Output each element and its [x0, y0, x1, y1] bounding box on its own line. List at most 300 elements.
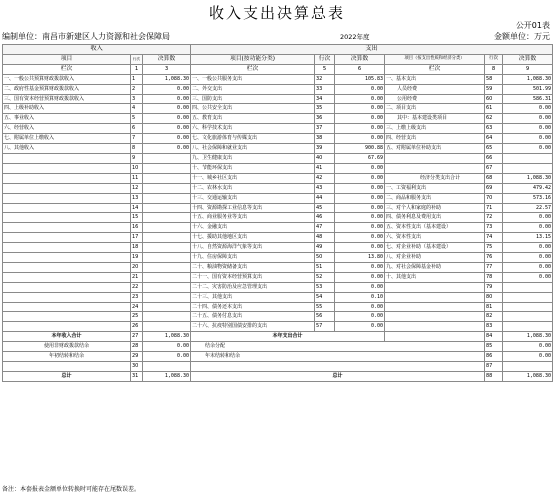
- income-amount: [143, 302, 191, 312]
- income-item: [3, 213, 131, 223]
- expense-func-item: 十八、自然资源海洋气象等支出: [191, 243, 315, 253]
- income-line: 19: [131, 253, 143, 263]
- col-header-econ-item: 项目（按支出性质和经济分类）: [385, 54, 485, 64]
- expense-func-amount: 0.00: [335, 282, 385, 292]
- expense-econ-item: 十、其他支出: [385, 272, 485, 282]
- expense-econ-line: 63: [485, 124, 503, 134]
- money-unit: 金额单位：万元: [494, 32, 550, 41]
- income-amount: [143, 292, 191, 302]
- table-row: [3, 312, 553, 322]
- expense-econ-amount: 0.00: [503, 114, 553, 124]
- expense-econ-line: 75: [485, 243, 503, 253]
- income-amount: 1,088.30: [143, 74, 191, 84]
- colno-label: 栏次: [385, 64, 485, 74]
- expense-econ-line: 79: [485, 282, 503, 292]
- income-item: [3, 292, 131, 302]
- expense-econ-line: 82: [485, 312, 503, 322]
- report-meta: [2, 31, 552, 42]
- expense-econ-amount: 0.00: [503, 253, 553, 263]
- expense-func-line: 40: [315, 153, 335, 163]
- expense-econ-item: 六、资本性支出: [385, 233, 485, 243]
- expense-econ-amount: 1,088.30: [503, 74, 553, 84]
- expense-econ-item: 其中：基本建设类项目: [385, 114, 485, 124]
- expense-econ-item: 经济分类支出合计: [385, 173, 485, 183]
- report-title: 收入支出决算总表: [208, 4, 345, 22]
- income-item: 七、附属单位上缴收入: [3, 134, 131, 144]
- expense-func-item: 二十一、国有资本经营预算支出: [191, 272, 315, 282]
- expense-econ-item: [385, 292, 485, 302]
- table-row: [3, 173, 553, 183]
- nonfin-label: 使用非财政拨款结余: [3, 342, 131, 352]
- nonfin-row: [3, 342, 553, 352]
- expense-func-item: 二、外交支出: [191, 84, 315, 94]
- expense-func-line: 46: [315, 213, 335, 223]
- income-amount: [143, 233, 191, 243]
- expense-func-line: 35: [315, 104, 335, 114]
- table-row: [3, 134, 553, 144]
- income-amount: [143, 213, 191, 223]
- expense-econ-item: 五、对附属单位补助支出: [385, 144, 485, 154]
- expense-econ-line: 76: [485, 253, 503, 263]
- expense-econ-item: 七、对企业补助（基本建设）: [385, 243, 485, 253]
- expense-econ-item: [385, 302, 485, 312]
- income-line: 14: [131, 203, 143, 213]
- colno-label: 栏次: [191, 64, 315, 74]
- expense-econ-amount: [503, 302, 553, 312]
- expense-func-item: 二十三、其他支出: [191, 292, 315, 302]
- income-total-line: 27: [131, 332, 143, 342]
- income-line: 17: [131, 233, 143, 243]
- table-row: [3, 223, 553, 233]
- grand-amount-right: 1,088.30: [503, 371, 553, 381]
- income-amount: [143, 243, 191, 253]
- expense-econ-line: 59: [485, 84, 503, 94]
- col-header-amount: 决算数: [503, 54, 553, 64]
- form-number: 公开01表: [515, 21, 550, 30]
- expense-econ-amount: [503, 312, 553, 322]
- expense-econ-item: [385, 282, 485, 292]
- colno-1: 1: [131, 64, 143, 74]
- expense-econ-line: 58: [485, 74, 503, 84]
- expense-econ-amount: [503, 322, 553, 332]
- table-row: [3, 153, 553, 163]
- expense-econ-amount: 0.00: [503, 124, 553, 134]
- income-line: 2: [131, 84, 143, 94]
- summary-table: [2, 44, 553, 382]
- expense-func-item: 二十二、灾害防治及应急管理支出: [191, 282, 315, 292]
- expense-econ-line: 78: [485, 272, 503, 282]
- expense-econ-line: 64: [485, 134, 503, 144]
- expense-func-item: 六、科学技术支出: [191, 124, 315, 134]
- expense-econ-amount: 0.00: [503, 213, 553, 223]
- income-item: [3, 223, 131, 233]
- nonfin-amount: 0.00: [143, 342, 191, 352]
- expense-econ-item: 三、对个人和家庭的补助: [385, 203, 485, 213]
- expense-func-item: 九、卫生健康支出: [191, 153, 315, 163]
- expense-func-amount: 0.00: [335, 173, 385, 183]
- begin-label: 年初结转和结余: [3, 352, 131, 362]
- expense-econ-item: 公用经费: [385, 94, 485, 104]
- income-item: [3, 322, 131, 332]
- expense-econ-line: 77: [485, 262, 503, 272]
- table-row: [3, 262, 553, 272]
- expense-econ-line: 70: [485, 193, 503, 203]
- income-amount: [143, 183, 191, 193]
- expense-func-amount: 105.83: [335, 74, 385, 84]
- income-amount: 0.00: [143, 104, 191, 114]
- expense-econ-amount: 0.00: [503, 104, 553, 114]
- expense-func-amount: 0.00: [335, 203, 385, 213]
- expense-section: 支出: [191, 45, 553, 55]
- expense-func-line: 45: [315, 203, 335, 213]
- table-row: [3, 213, 553, 223]
- expense-func-amount: 0.00: [335, 134, 385, 144]
- income-line: 18: [131, 243, 143, 253]
- income-item: 二、政府性基金预算财政拨款收入: [3, 84, 131, 94]
- expense-econ-amount: 0.00: [503, 144, 553, 154]
- expense-func-amount: 0.00: [335, 302, 385, 312]
- expense-econ-line: 73: [485, 223, 503, 233]
- expense-econ-item: 八、对企业补助: [385, 253, 485, 263]
- expense-econ-item: 一、基本支出: [385, 74, 485, 84]
- footnote: 备注：本套报表金额单位转换时可能存在尾数误差。: [2, 486, 141, 493]
- expense-func-line: 37: [315, 124, 335, 134]
- income-line: 7: [131, 134, 143, 144]
- expense-econ-item: 二、项目支出: [385, 104, 485, 114]
- expense-func-line: 36: [315, 114, 335, 124]
- colno-9: 9: [503, 64, 553, 74]
- end-line: 86: [485, 352, 503, 362]
- colno-5: 5: [315, 64, 335, 74]
- income-total-row: [3, 332, 553, 342]
- expense-func-amount: 0.00: [335, 84, 385, 94]
- expense-func-item: 三、国防支出: [191, 94, 315, 104]
- expense-econ-amount: 1,088.30: [503, 173, 553, 183]
- expense-func-amount: 0.00: [335, 233, 385, 243]
- expense-econ-amount: 479.42: [503, 183, 553, 193]
- expense-func-line: 57: [315, 322, 335, 332]
- alloc-amount: 0.00: [503, 342, 553, 352]
- expense-func-amount: 0.00: [335, 163, 385, 173]
- end-amount: 0.00: [503, 352, 553, 362]
- expense-econ-line: 83: [485, 322, 503, 332]
- expense-econ-amount: 22.57: [503, 203, 553, 213]
- col-header-amount: 决算数: [143, 54, 191, 64]
- income-line: 1: [131, 74, 143, 84]
- expense-econ-amount: 501.99: [503, 84, 553, 94]
- expense-func-line: 56: [315, 312, 335, 322]
- income-line: 21: [131, 272, 143, 282]
- expense-func-line: 55: [315, 302, 335, 312]
- expense-func-amount: 0.00: [335, 94, 385, 104]
- income-item: [3, 233, 131, 243]
- expense-econ-item: 一、工资福利支出: [385, 183, 485, 193]
- table-row: [3, 243, 553, 253]
- expense-econ-line: 69: [485, 183, 503, 193]
- expense-func-line: 51: [315, 262, 335, 272]
- expense-func-line: 47: [315, 223, 335, 233]
- expense-econ-item: [385, 312, 485, 322]
- expense-func-amount: 0.00: [335, 322, 385, 332]
- expense-func-line: 32: [315, 74, 335, 84]
- expense-func-item: 十三、交通运输支出: [191, 193, 315, 203]
- expense-func-line: 43: [315, 183, 335, 193]
- income-amount: 0.00: [143, 144, 191, 154]
- table-row: [3, 203, 553, 213]
- income-line: 20: [131, 262, 143, 272]
- expense-econ-line: 67: [485, 163, 503, 173]
- alloc-label: 结余分配: [191, 342, 485, 352]
- expense-func-item: 十一、城乡社区支出: [191, 173, 315, 183]
- blank-row: [3, 362, 553, 372]
- expense-econ-item: 二、商品和服务支出: [385, 193, 485, 203]
- col-header-func-item: 项目(按功能分类): [191, 54, 315, 64]
- colno-label: 栏次: [3, 64, 131, 74]
- expense-total-line: 84: [485, 332, 503, 342]
- table-row: [3, 193, 553, 203]
- expense-func-item: 二十、粮油物资储备支出: [191, 262, 315, 272]
- expense-func-amount: 0.00: [335, 183, 385, 193]
- expense-econ-item: [385, 163, 485, 173]
- expense-func-line: 49: [315, 243, 335, 253]
- colno-8: 8: [485, 64, 503, 74]
- expense-func-item: 二十五、债务付息支出: [191, 312, 315, 322]
- expense-func-amount: 0.00: [335, 193, 385, 203]
- income-amount: [143, 223, 191, 233]
- income-total-amount: 1,088.30: [143, 332, 191, 342]
- income-item: 五、事业收入: [3, 114, 131, 124]
- expense-func-line: 50: [315, 253, 335, 263]
- table-row: [3, 272, 553, 282]
- col-header-amount: 决算数: [335, 54, 385, 64]
- expense-func-line: 41: [315, 163, 335, 173]
- expense-func-item: 八、社会保障和就业支出: [191, 144, 315, 154]
- table-row: [3, 84, 553, 94]
- income-amount: 0.00: [143, 134, 191, 144]
- table-row: [3, 124, 553, 134]
- expense-func-line: 52: [315, 272, 335, 282]
- expense-econ-item: [385, 322, 485, 332]
- expense-func-item: 十五、商业服务业等支出: [191, 213, 315, 223]
- expense-econ-amount: 0.00: [503, 262, 553, 272]
- income-item: 三、国有资本经营预算财政拨款收入: [3, 94, 131, 104]
- expense-econ-line: 65: [485, 144, 503, 154]
- income-line: 11: [131, 173, 143, 183]
- expense-func-item: 二十四、债务还本支出: [191, 302, 315, 312]
- income-item: [3, 203, 131, 213]
- expense-econ-item: 四、债务利息及费用支出: [385, 213, 485, 223]
- income-line: 23: [131, 292, 143, 302]
- table-row: [3, 94, 553, 104]
- expense-func-item: 十六、金融支出: [191, 223, 315, 233]
- table-row: [3, 253, 553, 263]
- expense-func-line: 44: [315, 193, 335, 203]
- income-item: [3, 282, 131, 292]
- expense-econ-line: 72: [485, 213, 503, 223]
- expense-econ-item: 人员经费: [385, 84, 485, 94]
- expense-func-line: 38: [315, 134, 335, 144]
- income-amount: [143, 163, 191, 173]
- expense-func-line: 54: [315, 292, 335, 302]
- expense-func-amount: 0.10: [335, 292, 385, 302]
- income-line: 8: [131, 144, 143, 154]
- header-row: [3, 54, 553, 64]
- income-amount: [143, 203, 191, 213]
- blank-line-left: 30: [131, 362, 143, 372]
- section-row: [3, 45, 553, 55]
- begin-balance-row: [3, 352, 553, 362]
- expense-func-amount: 0.00: [335, 104, 385, 114]
- expense-func-line: 53: [315, 282, 335, 292]
- expense-econ-line: 71: [485, 203, 503, 213]
- grand-line-left: 31: [131, 371, 143, 381]
- income-item: [3, 272, 131, 282]
- income-amount: 0.00: [143, 124, 191, 134]
- expense-func-item: 十四、资源勘探工业信息等支出: [191, 203, 315, 213]
- col-header-line: 行次: [315, 54, 335, 64]
- income-amount: [143, 193, 191, 203]
- expense-econ-amount: [503, 282, 553, 292]
- grand-total-label-right: 总计: [191, 371, 485, 381]
- income-item: 六、经营收入: [3, 124, 131, 134]
- expense-econ-item: 三、上缴上级支出: [385, 124, 485, 134]
- expense-func-item: 十、节能环保支出: [191, 163, 315, 173]
- income-item: [3, 193, 131, 203]
- table-body: [3, 74, 553, 332]
- expense-econ-amount: 0.00: [503, 134, 553, 144]
- income-amount: [143, 312, 191, 322]
- income-line: 26: [131, 322, 143, 332]
- income-amount: [143, 272, 191, 282]
- income-item: [3, 153, 131, 163]
- grand-amount-left: 1,088.30: [143, 371, 191, 381]
- expense-func-amount: 0.00: [335, 312, 385, 322]
- income-item: 一、一般公共预算财政拨款收入: [3, 74, 131, 84]
- income-item: [3, 243, 131, 253]
- expense-econ-line: 80: [485, 292, 503, 302]
- income-amount: [143, 153, 191, 163]
- expense-econ-line: 74: [485, 233, 503, 243]
- expense-func-amount: 0.00: [335, 223, 385, 233]
- income-item: 八、其他收入: [3, 144, 131, 154]
- expense-econ-amount: 586.31: [503, 94, 553, 104]
- expense-func-amount: 0.00: [335, 262, 385, 272]
- expense-func-line: 33: [315, 84, 335, 94]
- income-line: 9: [131, 153, 143, 163]
- expense-func-line: 42: [315, 173, 335, 183]
- expense-func-amount: 0.00: [335, 114, 385, 124]
- col-header-line: 行次: [485, 54, 503, 64]
- alloc-line: 85: [485, 342, 503, 352]
- col-header-line: 行次: [131, 54, 143, 64]
- income-amount: 0.00: [143, 114, 191, 124]
- expense-econ-line: 61: [485, 104, 503, 114]
- expense-func-amount: 67.69: [335, 153, 385, 163]
- expense-func-amount: 13.80: [335, 253, 385, 263]
- table-row: [3, 74, 553, 84]
- table-row: [3, 163, 553, 173]
- income-line: 4: [131, 104, 143, 114]
- income-item: [3, 302, 131, 312]
- grand-line-right: 88: [485, 371, 503, 381]
- table-row: [3, 183, 553, 193]
- expense-total-amount: 1,088.30: [503, 332, 553, 342]
- income-item: [3, 312, 131, 322]
- expense-econ-amount: 573.16: [503, 193, 553, 203]
- expense-func-item: 十七、援助其他地区支出: [191, 233, 315, 243]
- expense-econ-item: 五、资本性支出（基本建设）: [385, 223, 485, 233]
- expense-econ-amount: [503, 153, 553, 163]
- expense-econ-amount: 0.00: [503, 243, 553, 253]
- income-line: 3: [131, 94, 143, 104]
- org-name: 编制单位：南昌市新建区人力资源和社会保障局: [2, 32, 170, 41]
- income-item: [3, 262, 131, 272]
- begin-line: 29: [131, 352, 143, 362]
- table-row: [3, 302, 553, 312]
- expense-econ-line: 81: [485, 302, 503, 312]
- expense-func-item: 五、教育支出: [191, 114, 315, 124]
- expense-func-item: 十九、住房保障支出: [191, 253, 315, 263]
- expense-econ-amount: [503, 292, 553, 302]
- end-label: 年末结转和结余: [191, 352, 485, 362]
- expense-econ-line: 60: [485, 94, 503, 104]
- income-section: 收入: [3, 45, 191, 55]
- table-row: [3, 233, 553, 243]
- expense-func-item: 二十六、抗疫特别国债安排的支出: [191, 322, 315, 332]
- income-amount: 0.00: [143, 94, 191, 104]
- income-item: [3, 173, 131, 183]
- expense-econ-amount: 0.00: [503, 272, 553, 282]
- table-row: [3, 144, 553, 154]
- expense-func-item: 七、文化旅游体育与传媒支出: [191, 134, 315, 144]
- grand-total-row: [3, 371, 553, 381]
- expense-func-item: 十二、农林水支出: [191, 183, 315, 193]
- expense-econ-item: 四、经营支出: [385, 134, 485, 144]
- table-row: [3, 104, 553, 114]
- expense-econ-amount: 13.15: [503, 233, 553, 243]
- income-total-label: 本年收入合计: [3, 332, 131, 342]
- income-line: 25: [131, 312, 143, 322]
- col-header-item: 项目: [3, 54, 131, 64]
- table-row: [3, 292, 553, 302]
- nonfin-line: 28: [131, 342, 143, 352]
- expense-total-label: 本年支出合计: [191, 332, 385, 342]
- income-amount: [143, 253, 191, 263]
- expense-func-item: 四、公共安全支出: [191, 104, 315, 114]
- income-amount: [143, 322, 191, 332]
- expense-func-amount: 0.00: [335, 213, 385, 223]
- expense-econ-line: 62: [485, 114, 503, 124]
- income-line: 10: [131, 163, 143, 173]
- income-line: 15: [131, 213, 143, 223]
- income-line: 24: [131, 302, 143, 312]
- column-number-row: [3, 64, 553, 74]
- expense-econ-line: 66: [485, 153, 503, 163]
- begin-amount: 0.00: [143, 352, 191, 362]
- income-amount: [143, 173, 191, 183]
- income-item: [3, 163, 131, 173]
- expense-econ-amount: [503, 163, 553, 173]
- expense-func-amount: 0.00: [335, 243, 385, 253]
- income-line: 16: [131, 223, 143, 233]
- expense-func-amount: 0.00: [335, 272, 385, 282]
- expense-func-line: 39: [315, 144, 335, 154]
- income-item: [3, 253, 131, 263]
- colno-6: 6: [335, 64, 385, 74]
- expense-func-line: 34: [315, 94, 335, 104]
- income-amount: [143, 262, 191, 272]
- expense-func-amount: 900.88: [335, 144, 385, 154]
